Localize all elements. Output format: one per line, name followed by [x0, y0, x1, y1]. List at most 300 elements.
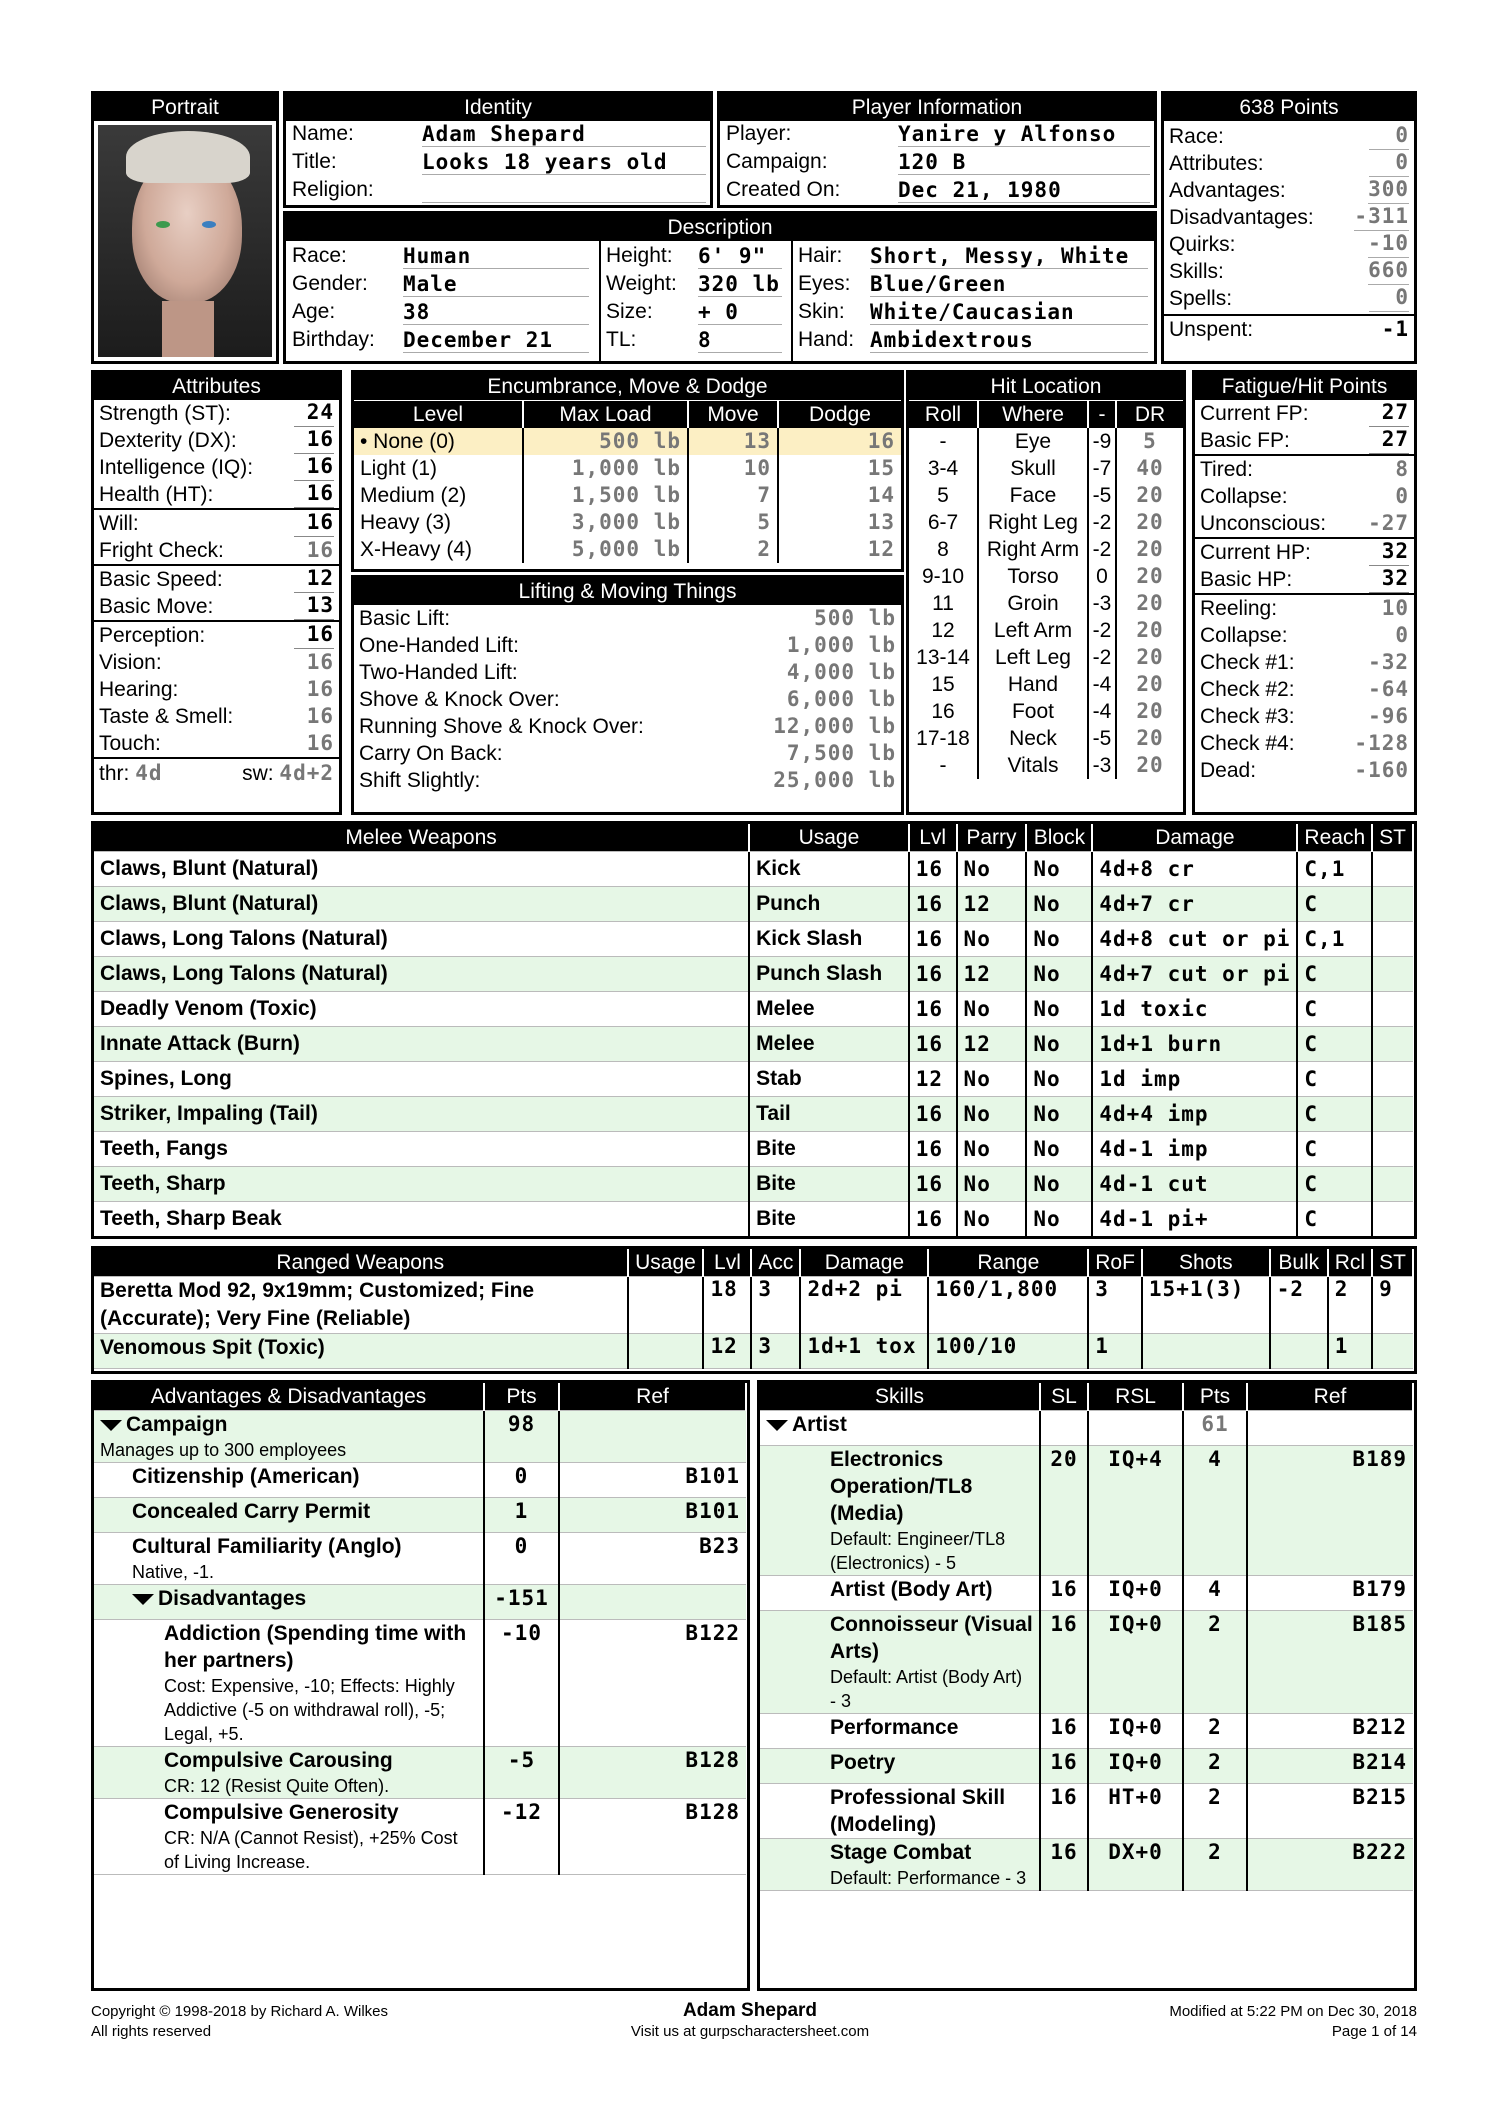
hit-location-cell: 20	[1136, 672, 1164, 696]
disclosure-triangle-icon[interactable]	[132, 1594, 154, 1605]
hand-value: Ambidextrous	[870, 328, 1148, 353]
ranged-row[interactable]	[94, 1334, 1413, 1369]
melee-cell	[1372, 957, 1413, 992]
lifting-row	[354, 686, 901, 713]
fp-label: Current FP:	[1200, 402, 1309, 425]
melee-cell: No	[1026, 1027, 1092, 1062]
hp-state-row	[1195, 757, 1414, 784]
points-label: Quirks:	[1169, 233, 1236, 256]
sense-value: 16	[306, 731, 334, 755]
hp-state-label: Check #2:	[1200, 678, 1295, 701]
weight-value: 320 lb	[698, 272, 782, 297]
skill-level: 16	[1040, 1749, 1088, 1784]
hit-location-cell: -3	[1089, 590, 1117, 617]
skill-ref: B215	[1247, 1784, 1413, 1839]
melee-cell: Melee	[749, 992, 909, 1027]
race-label: Race:	[292, 244, 347, 267]
player-panel	[717, 91, 1157, 208]
melee-row[interactable]	[94, 1202, 1413, 1237]
name-label: Name:	[292, 122, 354, 145]
hit-location-cell: -	[909, 428, 979, 455]
points-label: Disadvantages:	[1169, 206, 1314, 229]
skill-name: Professional Skill (Modeling)	[830, 1786, 1006, 1836]
melee-cell: Kick	[749, 852, 909, 887]
skill-row[interactable]	[760, 1784, 1413, 1839]
speed-label: Basic Speed:	[99, 568, 223, 591]
attribute-row	[94, 427, 339, 454]
skill-name: Poetry	[830, 1751, 896, 1774]
hp-row	[1195, 539, 1414, 566]
table-header: Rcl	[1328, 1249, 1372, 1277]
encumbrance-header: Encumbrance, Move & Dodge	[354, 373, 901, 400]
melee-cell: Claws, Long Talons (Natural)	[94, 922, 749, 957]
melee-cell: Claws, Blunt (Natural)	[94, 852, 749, 887]
footer-modified: Modified at 5:22 PM on Dec 30, 2018	[1169, 2003, 1417, 2020]
fp-state-value: 8	[1395, 457, 1409, 481]
age-value: 38	[403, 300, 589, 325]
encumbrance-cell: 13	[689, 428, 779, 455]
skill-name: Performance	[830, 1716, 959, 1739]
melee-cell: No	[957, 1097, 1027, 1132]
hp-state-value: -128	[1354, 731, 1409, 755]
encumbrance-cell: 5	[689, 509, 779, 536]
table-header: Block	[1026, 824, 1092, 852]
hp-state-value: 10	[1381, 596, 1409, 620]
encumbrance-cell: 1,500 lb	[524, 482, 689, 509]
player-header: Player Information	[720, 94, 1154, 121]
speed-row	[94, 593, 339, 620]
melee-cell: No	[1026, 852, 1092, 887]
table-header: Ref	[559, 1383, 746, 1411]
hit-location-cell: Eye	[979, 428, 1089, 455]
melee-cell: Bite	[749, 1167, 909, 1202]
ranged-cell: 2d+2 pi	[800, 1277, 928, 1334]
melee-row[interactable]	[94, 1062, 1413, 1097]
sense-row	[94, 676, 339, 703]
gender-value: Male	[403, 272, 589, 297]
hit-location-cell: 20	[1136, 510, 1164, 534]
skill-name-cell	[760, 1749, 1040, 1784]
advantage-name: Addiction (Spending time with her partners)	[164, 1622, 467, 1672]
hit-location-row	[909, 428, 1183, 455]
table-header: Reach	[1297, 824, 1372, 852]
melee-cell: Teeth, Sharp	[94, 1167, 749, 1202]
hit-location-cell: -9	[1089, 428, 1117, 455]
advantage-ref	[559, 1585, 746, 1620]
hit-location-cell: Face	[979, 482, 1089, 509]
melee-cell: Punch Slash	[749, 957, 909, 992]
hp-state-row	[1195, 703, 1414, 730]
melee-cell: No	[957, 1202, 1027, 1237]
hit-location-cell: 0	[1089, 563, 1117, 590]
points-row	[1164, 258, 1414, 285]
melee-row[interactable]	[94, 852, 1413, 887]
hp-label: Basic HP:	[1200, 568, 1293, 591]
points-value: 660	[1368, 257, 1409, 285]
encumbrance-cell: Heavy (3)	[354, 509, 524, 536]
skill-level: 16	[1040, 1714, 1088, 1749]
hit-location-cell: 15	[909, 671, 979, 698]
height-value: 6' 9"	[698, 244, 782, 269]
points-label: Spells:	[1169, 287, 1233, 310]
sense-label: Touch:	[99, 732, 161, 755]
advantage-row[interactable]	[94, 1463, 746, 1498]
melee-cell: Claws, Blunt (Natural)	[94, 887, 749, 922]
points-value: -10	[1368, 230, 1409, 258]
hit-location-cell: Skull	[979, 455, 1089, 482]
advantage-name: Campaign	[126, 1413, 228, 1436]
player-label: Player:	[726, 122, 792, 145]
melee-cell: C	[1297, 1027, 1372, 1062]
melee-cell: No	[957, 1062, 1027, 1097]
height-label: Height:	[606, 244, 673, 267]
hp-state-value: -96	[1368, 704, 1409, 728]
advantage-name-cell	[94, 1411, 484, 1463]
points-header: 638 Points	[1164, 94, 1414, 121]
melee-row[interactable]	[94, 992, 1413, 1027]
lifting-panel	[351, 575, 904, 815]
advantage-name-cell	[94, 1747, 484, 1799]
encumbrance-cell: 7	[689, 482, 779, 509]
advantage-ref: B101	[559, 1498, 746, 1533]
fatigue-panel	[1192, 370, 1417, 815]
melee-cell: 4d+7 cr	[1092, 887, 1297, 922]
advantage-row[interactable]	[94, 1747, 746, 1799]
points-label: Race:	[1169, 125, 1224, 148]
melee-cell: C	[1297, 1097, 1372, 1132]
unspent-value: -1	[1381, 317, 1409, 341]
skill-row[interactable]	[760, 1611, 1413, 1714]
skill-name-cell	[760, 1576, 1040, 1611]
skill-level: 16	[1040, 1576, 1088, 1611]
melee-cell: 16	[909, 957, 957, 992]
table-header: Pts	[1183, 1383, 1247, 1411]
portrait-image	[98, 125, 272, 357]
points-value: -311	[1354, 203, 1409, 231]
melee-cell: No	[957, 1132, 1027, 1167]
hit-location-row	[909, 455, 1183, 482]
skill-row[interactable]	[760, 1714, 1413, 1749]
hp-value: 32	[1369, 538, 1409, 566]
skill-row[interactable]	[760, 1839, 1413, 1891]
lifting-label: Shove & Knock Over:	[359, 688, 560, 711]
hand-label: Hand:	[798, 328, 855, 351]
melee-cell	[1372, 1062, 1413, 1097]
hit-location-cell: 20	[1136, 483, 1164, 507]
melee-cell: 16	[909, 1202, 957, 1237]
encumbrance-row	[354, 482, 901, 509]
skill-level: 16	[1040, 1611, 1088, 1714]
table-header: RoF	[1088, 1249, 1142, 1277]
ranged-cell: -2	[1270, 1277, 1328, 1334]
hp-value: 32	[1369, 565, 1409, 593]
created-label: Created On:	[726, 178, 841, 201]
encumbrance-cell: 2	[689, 536, 779, 563]
melee-cell: 4d+4 imp	[1092, 1097, 1297, 1132]
enc-col-header: Max Load	[524, 401, 689, 428]
melee-cell: 4d-1 imp	[1092, 1132, 1297, 1167]
hit-col-header: Where	[979, 401, 1089, 428]
table-header: Damage	[1092, 824, 1297, 852]
skill-note: Default: Engineer/TL8 (Electronics) - 5	[830, 1529, 1006, 1573]
sense-row	[94, 703, 339, 730]
advantage-ref: B128	[559, 1799, 746, 1875]
hit-location-cell: 40	[1136, 456, 1164, 480]
melee-cell: Bite	[749, 1132, 909, 1167]
hit-location-panel	[906, 370, 1186, 815]
hit-location-row	[909, 563, 1183, 590]
hit-location-row	[909, 482, 1183, 509]
player-value: Yanire y Alfonso	[898, 122, 1150, 147]
hp-label: Current HP:	[1200, 541, 1311, 564]
melee-cell: C	[1297, 1132, 1372, 1167]
sense-row	[94, 649, 339, 676]
melee-panel	[91, 821, 1417, 1239]
fp-value: 27	[1369, 399, 1409, 427]
melee-cell: 4d-1 cut	[1092, 1167, 1297, 1202]
hp-state-row	[1195, 595, 1414, 622]
advantage-ref	[559, 1411, 746, 1463]
enc-col-header: Move	[689, 401, 779, 428]
melee-row[interactable]	[94, 1167, 1413, 1202]
melee-cell: C	[1297, 957, 1372, 992]
melee-cell: 1d toxic	[1092, 992, 1297, 1027]
hit-location-row	[909, 536, 1183, 563]
melee-cell: Bite	[749, 1202, 909, 1237]
skill-relative-level	[1088, 1411, 1183, 1446]
hit-location-cell: Groin	[979, 590, 1089, 617]
melee-cell: Deadly Venom (Toxic)	[94, 992, 749, 1027]
melee-row[interactable]	[94, 957, 1413, 992]
portrait-header: Portrait	[94, 94, 276, 121]
ranged-cell: 160/1,800	[928, 1277, 1088, 1334]
attribute-value: 16	[294, 426, 334, 454]
ranged-cell: 1	[1328, 1334, 1372, 1369]
melee-cell: 4d+8 cut or pi	[1092, 922, 1297, 957]
table-header: Ref	[1247, 1383, 1413, 1411]
footer-rights: All rights reserved	[91, 2023, 212, 2040]
skill-ref: B185	[1247, 1611, 1413, 1714]
speed-value: 13	[294, 592, 334, 620]
attribute-row	[94, 454, 339, 481]
ranged-cell: 9	[1372, 1277, 1413, 1334]
table-header: Damage	[800, 1249, 928, 1277]
skill-level: 16	[1040, 1784, 1088, 1839]
skill-points: 2	[1183, 1784, 1247, 1839]
skill-ref: B189	[1247, 1446, 1413, 1576]
hit-location-row	[909, 509, 1183, 536]
melee-cell: Kick Slash	[749, 922, 909, 957]
skill-row[interactable]	[760, 1576, 1413, 1611]
melee-cell: Striker, Impaling (Tail)	[94, 1097, 749, 1132]
hit-location-cell: 5	[1143, 429, 1157, 453]
table-header: Pts	[484, 1383, 559, 1411]
table-header: Lvl	[703, 1249, 751, 1277]
advantage-name-cell	[94, 1620, 484, 1747]
melee-cell: C	[1297, 1202, 1372, 1237]
hp-row	[1195, 566, 1414, 593]
melee-cell: 1d+1 burn	[1092, 1027, 1297, 1062]
gender-label: Gender:	[292, 272, 368, 295]
lifting-value: 6,000 lb	[786, 687, 896, 711]
identity-panel	[283, 91, 713, 208]
skill-name-cell	[760, 1839, 1040, 1891]
disclosure-triangle-icon[interactable]	[100, 1420, 122, 1431]
fp-label: Basic FP:	[1200, 429, 1290, 452]
points-label: Advantages:	[1169, 179, 1286, 202]
advantage-row[interactable]	[94, 1585, 746, 1620]
lifting-label: Running Shove & Knock Over:	[359, 715, 644, 738]
melee-cell: C	[1297, 887, 1372, 922]
ranged-cell: 2	[1328, 1277, 1372, 1334]
sense-value: 16	[294, 621, 334, 649]
lifting-value: 4,000 lb	[786, 660, 896, 684]
melee-cell: Spines, Long	[94, 1062, 749, 1097]
melee-cell: 4d-1 pi+	[1092, 1202, 1297, 1237]
size-label: Size:	[606, 300, 653, 323]
hit-location-cell: 20	[1136, 699, 1164, 723]
ranged-row[interactable]	[94, 1277, 1413, 1334]
melee-cell: 12	[909, 1062, 957, 1097]
melee-cell: 16	[909, 1097, 957, 1132]
speed-label: Basic Move:	[99, 595, 214, 618]
melee-cell	[1372, 992, 1413, 1027]
advantage-name-cell	[94, 1533, 484, 1585]
advantage-row[interactable]	[94, 1799, 746, 1875]
melee-cell: 16	[909, 1027, 957, 1062]
melee-cell	[1372, 887, 1413, 922]
hit-location-cell: 20	[1136, 591, 1164, 615]
speed-value: 12	[294, 565, 334, 593]
skill-relative-level: IQ+0	[1088, 1576, 1183, 1611]
melee-row[interactable]	[94, 922, 1413, 957]
melee-cell: No	[1026, 1202, 1092, 1237]
melee-row[interactable]	[94, 1027, 1413, 1062]
lifting-label: Basic Lift:	[359, 607, 451, 630]
melee-cell: 4d+8 cr	[1092, 852, 1297, 887]
advantage-name-cell	[94, 1585, 484, 1620]
points-value: 0	[1369, 149, 1409, 177]
eyes-value: Blue/Green	[870, 272, 1148, 297]
encumbrance-cell: 16	[867, 429, 895, 453]
melee-cell: 12	[957, 957, 1027, 992]
hit-location-cell: Left Arm	[979, 617, 1089, 644]
hit-location-cell: Hand	[979, 671, 1089, 698]
fp-state-row	[1195, 456, 1414, 483]
ranged-cell: 3	[1088, 1277, 1142, 1334]
fp-row	[1195, 400, 1414, 427]
skin-label: Skin:	[798, 300, 845, 323]
sense-label: Hearing:	[99, 678, 179, 701]
skill-row[interactable]	[760, 1411, 1413, 1446]
melee-cell: 1d imp	[1092, 1062, 1297, 1097]
skill-points: 2	[1183, 1611, 1247, 1714]
hp-state-value: -64	[1368, 677, 1409, 701]
campaign-value: 120 B	[898, 150, 1150, 175]
advantage-row[interactable]	[94, 1620, 746, 1747]
hit-location-cell: -2	[1089, 644, 1117, 671]
melee-cell: No	[1026, 1097, 1092, 1132]
points-row	[1164, 204, 1414, 231]
advantage-note: CR: 12 (Resist Quite Often).	[164, 1776, 390, 1796]
advantage-row[interactable]	[94, 1498, 746, 1533]
hp-state-value: -32	[1368, 650, 1409, 674]
hit-location-cell: 20	[1136, 726, 1164, 750]
hit-location-row	[909, 752, 1183, 779]
hit-location-cell: Right Leg	[979, 509, 1089, 536]
melee-cell: Stab	[749, 1062, 909, 1097]
points-row	[1164, 123, 1414, 150]
melee-row[interactable]	[94, 1097, 1413, 1132]
attribute-value: 24	[294, 399, 334, 427]
melee-cell: 4d+7 cut or pi	[1092, 957, 1297, 992]
encumbrance-cell: X-Heavy (4)	[354, 536, 524, 563]
melee-cell: C,1	[1297, 852, 1372, 887]
hit-location-cell: Neck	[979, 725, 1089, 752]
skill-relative-level: HT+0	[1088, 1784, 1183, 1839]
table-header: Usage	[628, 1249, 704, 1277]
lifting-value: 12,000 lb	[773, 714, 896, 738]
points-panel	[1161, 91, 1417, 364]
lifting-value: 1,000 lb	[786, 633, 896, 657]
skill-row[interactable]	[760, 1446, 1413, 1576]
hit-location-cell: -2	[1089, 509, 1117, 536]
portrait-panel	[91, 91, 279, 364]
disclosure-triangle-icon[interactable]	[766, 1420, 788, 1431]
hit-location-cell: Foot	[979, 698, 1089, 725]
hit-location-cell: 6-7	[909, 509, 979, 536]
points-value: 0	[1369, 122, 1409, 150]
description-header: Description	[286, 214, 1154, 241]
attributes-header: Attributes	[94, 373, 339, 400]
skill-row[interactable]	[760, 1749, 1413, 1784]
melee-cell: Innate Attack (Burn)	[94, 1027, 749, 1062]
skill-points: 4	[1183, 1576, 1247, 1611]
skill-points: 2	[1183, 1714, 1247, 1749]
table-header: ST	[1372, 824, 1413, 852]
melee-cell: No	[1026, 992, 1092, 1027]
skill-relative-level: IQ+0	[1088, 1714, 1183, 1749]
melee-row[interactable]	[94, 887, 1413, 922]
hit-location-cell: 13-14	[909, 644, 979, 671]
unspent-row: Unspent: -1	[1164, 314, 1414, 343]
footer-visit-link[interactable]: Visit us at gurpscharactersheet.com	[630, 2023, 870, 2040]
advantage-points: -5	[484, 1747, 559, 1799]
encumbrance-panel	[351, 370, 904, 572]
secondary-label: Fright Check:	[99, 539, 224, 562]
advantage-points: 1	[484, 1498, 559, 1533]
melee-cell: No	[1026, 887, 1092, 922]
melee-cell: C	[1297, 1167, 1372, 1202]
skill-name-cell	[760, 1784, 1040, 1839]
skill-level: 16	[1040, 1839, 1088, 1891]
melee-cell: No	[1026, 922, 1092, 957]
ranged-cell: Beretta Mod 92, 9x19mm; Customized; Fine (Accurate); Very Fine (Reliable)	[94, 1277, 628, 1334]
advantage-note: Cost: Expensive, -10; Effects: Highly Addictive (-5 on withdrawal roll), -5; Legal, +5.	[164, 1676, 455, 1744]
skill-level	[1040, 1411, 1088, 1446]
advantage-name: Concealed Carry Permit	[132, 1500, 371, 1523]
melee-row[interactable]	[94, 1132, 1413, 1167]
skill-level: 20	[1040, 1446, 1088, 1576]
ranged-cell: Venomous Spit (Toxic)	[94, 1334, 628, 1369]
fp-state-value: 0	[1395, 484, 1409, 508]
speed-row	[94, 566, 339, 593]
advantage-row[interactable]	[94, 1533, 746, 1585]
footer-character-name: Adam Shepard	[682, 2000, 818, 2021]
table-header: Ranged Weapons	[94, 1249, 628, 1277]
advantage-row[interactable]	[94, 1411, 746, 1463]
damage-row	[94, 757, 339, 789]
